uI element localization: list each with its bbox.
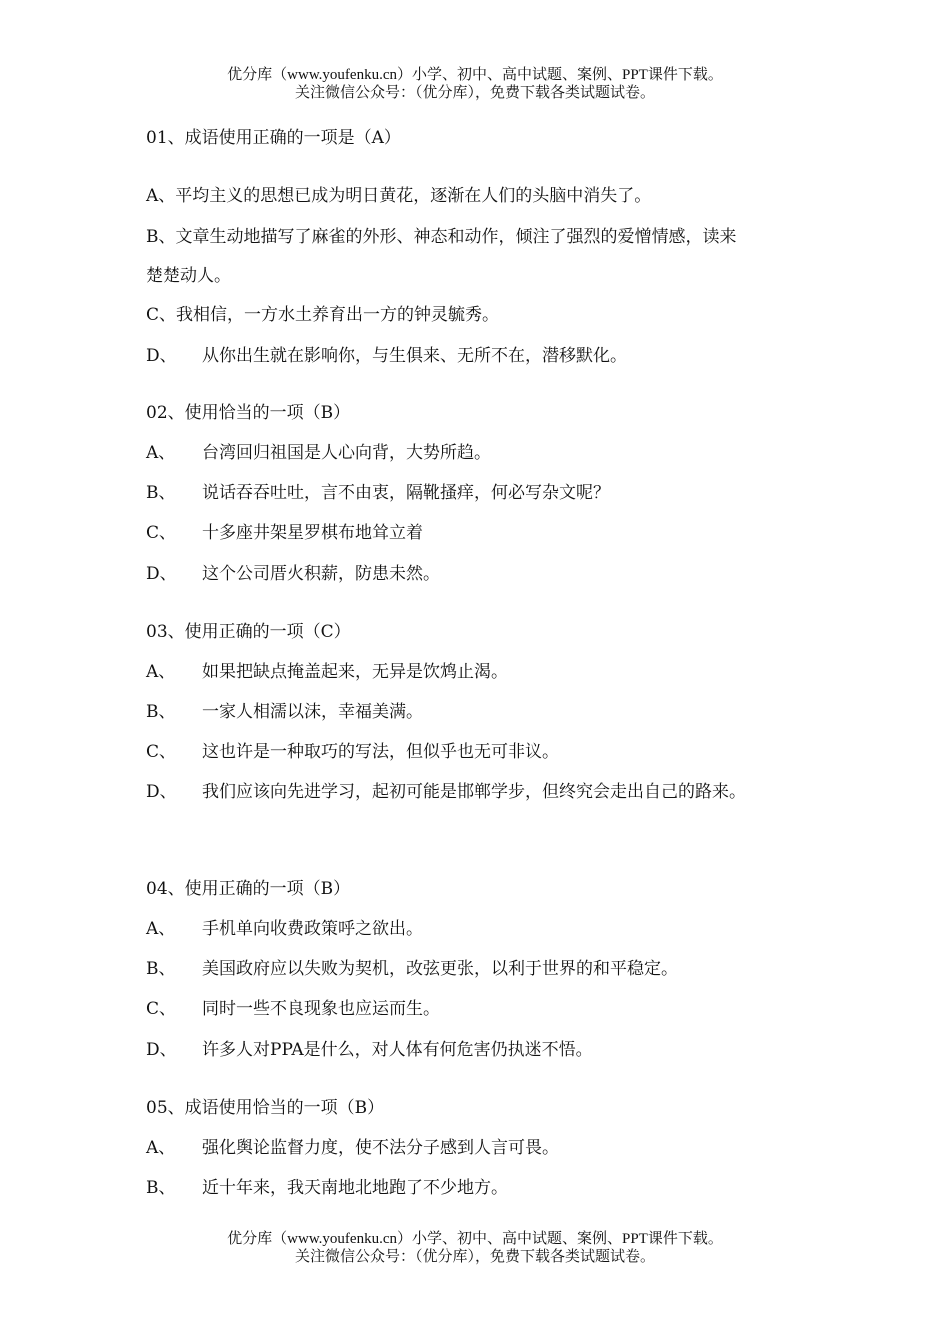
question-4-option-a <box>146 918 423 940</box>
question-2-option-a <box>146 442 491 464</box>
option-text: 手机单向收费政策呼之欲出。 <box>202 919 423 939</box>
option-text: 近十年来，我天南地北地跑了不少地方。 <box>202 1178 508 1198</box>
question-3-option-a <box>146 661 508 683</box>
option-text: 如果把缺点掩盖起来，无异是饮鸩止渴。 <box>202 662 508 682</box>
question-1-option-d <box>146 345 627 367</box>
question-4-option-c <box>146 998 440 1020</box>
option-label: A、 <box>146 443 176 463</box>
question-4-option-d <box>146 1039 593 1061</box>
option-label: D、 <box>146 782 177 802</box>
question-1-option-b-cont: 楚楚动人。 <box>146 266 231 286</box>
option-text: 许多人对PPA是什么，对人体有何危害仍执迷不悟。 <box>202 1040 593 1060</box>
option-label: B、 <box>146 483 176 503</box>
question-3-title: 03、使用正确的一项（C） <box>146 622 351 642</box>
question-4-title: 04、使用正确的一项（B） <box>146 879 351 899</box>
option-label: B、 <box>146 959 176 979</box>
question-1-option-a: A、平均主义的思想已成为明日黄花，逐渐在人们的头脑中消失了。 <box>146 186 652 206</box>
question-2-option-b <box>146 482 610 504</box>
option-text: 说话吞吞吐吐，言不由衷，隔靴搔痒，何必写杂文呢？ <box>202 483 610 503</box>
question-5-option-b <box>146 1177 508 1199</box>
option-label: C、 <box>146 523 177 543</box>
question-1-option-c: C、我相信，一方水土养育出一方的钟灵毓秀。 <box>146 305 500 325</box>
option-label: C、 <box>146 999 177 1019</box>
header-line-2: 关注微信公众号：（优分库），免费下载各类试题试卷。 <box>294 85 655 101</box>
page-header <box>0 66 950 102</box>
question-3-option-c <box>146 741 559 763</box>
question-5-title: 05、成语使用恰当的一项（B） <box>146 1098 385 1118</box>
question-3-option-d <box>146 781 746 803</box>
question-2-option-d <box>146 563 440 585</box>
header-line-1: 优分库（www.youfenku.cn）小学、初中、高中试题、案例、PPT课件下载。 <box>227 67 723 83</box>
option-text: 一家人相濡以沫，幸福美满。 <box>202 702 423 722</box>
question-1-option-b: B、文章生动地描写了麻雀的外形、神态和动作，倾注了强烈的爱憎情感，读来 <box>146 227 737 247</box>
option-label: A、 <box>146 919 176 939</box>
option-label: D、 <box>146 346 177 366</box>
option-text: 台湾回归祖国是人心向背，大势所趋。 <box>202 443 491 463</box>
question-1-title: 01、成语使用正确的一项是（A） <box>146 128 401 148</box>
footer-line-1: 优分库（www.youfenku.cn）小学、初中、高中试题、案例、PPT课件下载。 <box>227 1231 723 1247</box>
footer-line-2: 关注微信公众号：（优分库），免费下载各类试题试卷。 <box>294 1249 655 1265</box>
option-label: B、 <box>146 1178 176 1198</box>
option-text: 这个公司厝火积薪，防患未然。 <box>202 564 440 584</box>
option-label: A、 <box>146 662 176 682</box>
question-3-option-b <box>146 701 423 723</box>
question-5-option-a <box>146 1137 559 1159</box>
option-label: A、 <box>146 1138 176 1158</box>
option-text: 这也许是一种取巧的写法，但似乎也无可非议。 <box>202 742 559 762</box>
option-text: 我们应该向先进学习，起初可能是邯郸学步，但终究会走出自己的路来。 <box>202 782 746 802</box>
option-label: D、 <box>146 564 177 584</box>
question-4-option-b <box>146 958 678 980</box>
option-text: 十多座井架星罗棋布地耸立着 <box>202 523 423 543</box>
option-text: 从你出生就在影响你，与生俱来、无所不在，潜移默化。 <box>202 346 627 366</box>
option-label: D、 <box>146 1040 177 1060</box>
option-label: C、 <box>146 742 177 762</box>
question-2-title: 02、使用恰当的一项（B） <box>146 403 351 423</box>
option-text: 美国政府应以失败为契机，改弦更张，以利于世界的和平稳定。 <box>202 959 678 979</box>
option-text: 同时一些不良现象也应运而生。 <box>202 999 440 1019</box>
question-2-option-c <box>146 522 423 544</box>
option-text: 强化舆论监督力度，使不法分子感到人言可畏。 <box>202 1138 559 1158</box>
option-label: B、 <box>146 702 176 722</box>
page-footer <box>0 1230 950 1266</box>
